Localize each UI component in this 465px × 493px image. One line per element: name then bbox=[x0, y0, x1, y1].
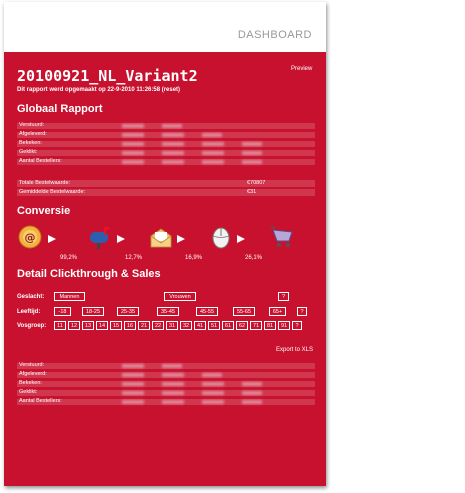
stat-row-clicked bbox=[17, 150, 315, 156]
stat-label: Bekeken: bbox=[19, 380, 42, 386]
vosgroup-label: Vosgroep: bbox=[17, 323, 47, 329]
mouse-icon bbox=[208, 224, 234, 250]
stat-label: Bekeken: bbox=[19, 140, 42, 146]
filter-age-option[interactable]: 45-55 bbox=[196, 307, 218, 316]
filter-vosgroup-option[interactable]: 12 bbox=[68, 321, 80, 330]
filter-vosgroup-option[interactable]: 32 bbox=[180, 321, 192, 330]
stat-label: Afgeleverd: bbox=[19, 371, 47, 377]
average-order-value-row bbox=[17, 189, 315, 196]
stat-label: Afgeleverd: bbox=[19, 131, 47, 137]
detail-row-sent bbox=[17, 363, 315, 369]
filter-vosgroup-option[interactable]: 62 bbox=[236, 321, 248, 330]
filter-vosgroup-option[interactable]: 16 bbox=[124, 321, 136, 330]
filter-vosgroup-option[interactable]: 61 bbox=[222, 321, 234, 330]
conversion-heading: Conversie bbox=[17, 205, 71, 217]
filter-vosgroup-option[interactable]: 11 bbox=[54, 321, 66, 330]
filter-vosgroup-option[interactable]: ? bbox=[292, 321, 302, 330]
global-report-heading: Globaal Rapport bbox=[17, 103, 103, 115]
filter-vosgroup-option[interactable]: 81 bbox=[264, 321, 276, 330]
filter-vosgroup-option[interactable]: 13 bbox=[82, 321, 94, 330]
filter-age-option[interactable]: 25-35 bbox=[117, 307, 139, 316]
total-label: Gemiddelde Bestelwaarde: bbox=[19, 189, 86, 195]
email-at-icon bbox=[17, 224, 43, 250]
arrow-right-icon bbox=[236, 234, 246, 244]
filter-gender-men[interactable]: Mannen bbox=[54, 292, 85, 301]
total-value: €70807 bbox=[247, 180, 266, 186]
mailbox-icon bbox=[86, 224, 112, 250]
detail-row-clicked bbox=[17, 390, 315, 396]
filter-age-option[interactable]: ? bbox=[297, 307, 307, 316]
svg-text:@: @ bbox=[24, 231, 36, 244]
arrow-right-icon bbox=[176, 234, 186, 244]
filter-age-option[interactable]: 65+ bbox=[269, 307, 286, 316]
filter-vosgroup-option[interactable]: 21 bbox=[138, 321, 150, 330]
stat-row-delivered bbox=[17, 132, 315, 138]
conversion-pct: 26,1% bbox=[245, 255, 263, 261]
total-label: Totale Bestelwaarde: bbox=[19, 180, 71, 186]
filter-vosgroup-option[interactable]: 15 bbox=[110, 321, 122, 330]
shopping-cart-icon bbox=[270, 224, 296, 250]
age-label: Leeftijd: bbox=[17, 309, 41, 315]
stat-label: Aantal Bestellers: bbox=[19, 398, 62, 404]
total-order-value-row bbox=[17, 180, 315, 187]
filter-vosgroup-option[interactable]: 41 bbox=[194, 321, 206, 330]
stat-row-buyers bbox=[17, 159, 315, 165]
filter-age-option[interactable]: -18 bbox=[54, 307, 71, 316]
stat-label: Verstuurd: bbox=[19, 362, 45, 368]
detail-row-delivered bbox=[17, 372, 315, 378]
conversion-pct: 16,9% bbox=[185, 255, 203, 261]
filter-vosgroup-option[interactable]: 31 bbox=[166, 321, 178, 330]
total-value: €31 bbox=[247, 189, 257, 195]
stat-label: Geklikt: bbox=[19, 149, 38, 155]
arrow-right-icon bbox=[116, 234, 126, 244]
arrow-right-icon bbox=[47, 234, 57, 244]
filter-gender-women[interactable]: Vrouwen bbox=[164, 292, 196, 301]
stat-row-sent bbox=[17, 123, 315, 129]
conversion-pct: 99,2% bbox=[60, 255, 78, 261]
stat-label: Verstuurd: bbox=[19, 122, 45, 128]
report-title: 20100921_NL_Variant2 bbox=[17, 67, 198, 85]
conversion-pct: 12,7% bbox=[125, 255, 143, 261]
filter-vosgroup-option[interactable]: 91 bbox=[278, 321, 290, 330]
filter-age-option[interactable]: 35-45 bbox=[157, 307, 179, 316]
filter-vosgroup-option[interactable]: 14 bbox=[96, 321, 108, 330]
export-xls-link[interactable]: Export to XLS bbox=[276, 347, 314, 353]
dashboard-title[interactable]: DASHBOARD bbox=[237, 29, 312, 41]
filter-vosgroup-option[interactable]: 71 bbox=[250, 321, 262, 330]
stat-label: Geklikt: bbox=[19, 389, 38, 395]
filter-age-option[interactable]: 18-25 bbox=[82, 307, 104, 316]
detail-heading: Detail Clickthrough & Sales bbox=[17, 268, 161, 280]
detail-row-viewed bbox=[17, 381, 315, 387]
detail-row-buyers bbox=[17, 399, 315, 405]
filter-age-option[interactable]: 55-65 bbox=[233, 307, 255, 316]
open-envelope-icon bbox=[148, 224, 174, 250]
filter-vosgroup-option[interactable]: 22 bbox=[152, 321, 164, 330]
dashboard-header bbox=[4, 2, 326, 52]
filter-vosgroup-option[interactable]: 51 bbox=[208, 321, 220, 330]
stat-label: Aantal Bestellers: bbox=[19, 158, 62, 164]
preview-link[interactable]: Preview bbox=[291, 66, 313, 72]
stat-row-viewed bbox=[17, 141, 315, 147]
report-sheet bbox=[4, 2, 326, 486]
filter-gender-unknown[interactable]: ? bbox=[278, 292, 289, 301]
gender-label: Geslacht: bbox=[17, 294, 45, 300]
report-subtitle: Dit rapport werd opgemaakt op 22-9-2010 11:26:58 (reset) bbox=[17, 87, 181, 93]
